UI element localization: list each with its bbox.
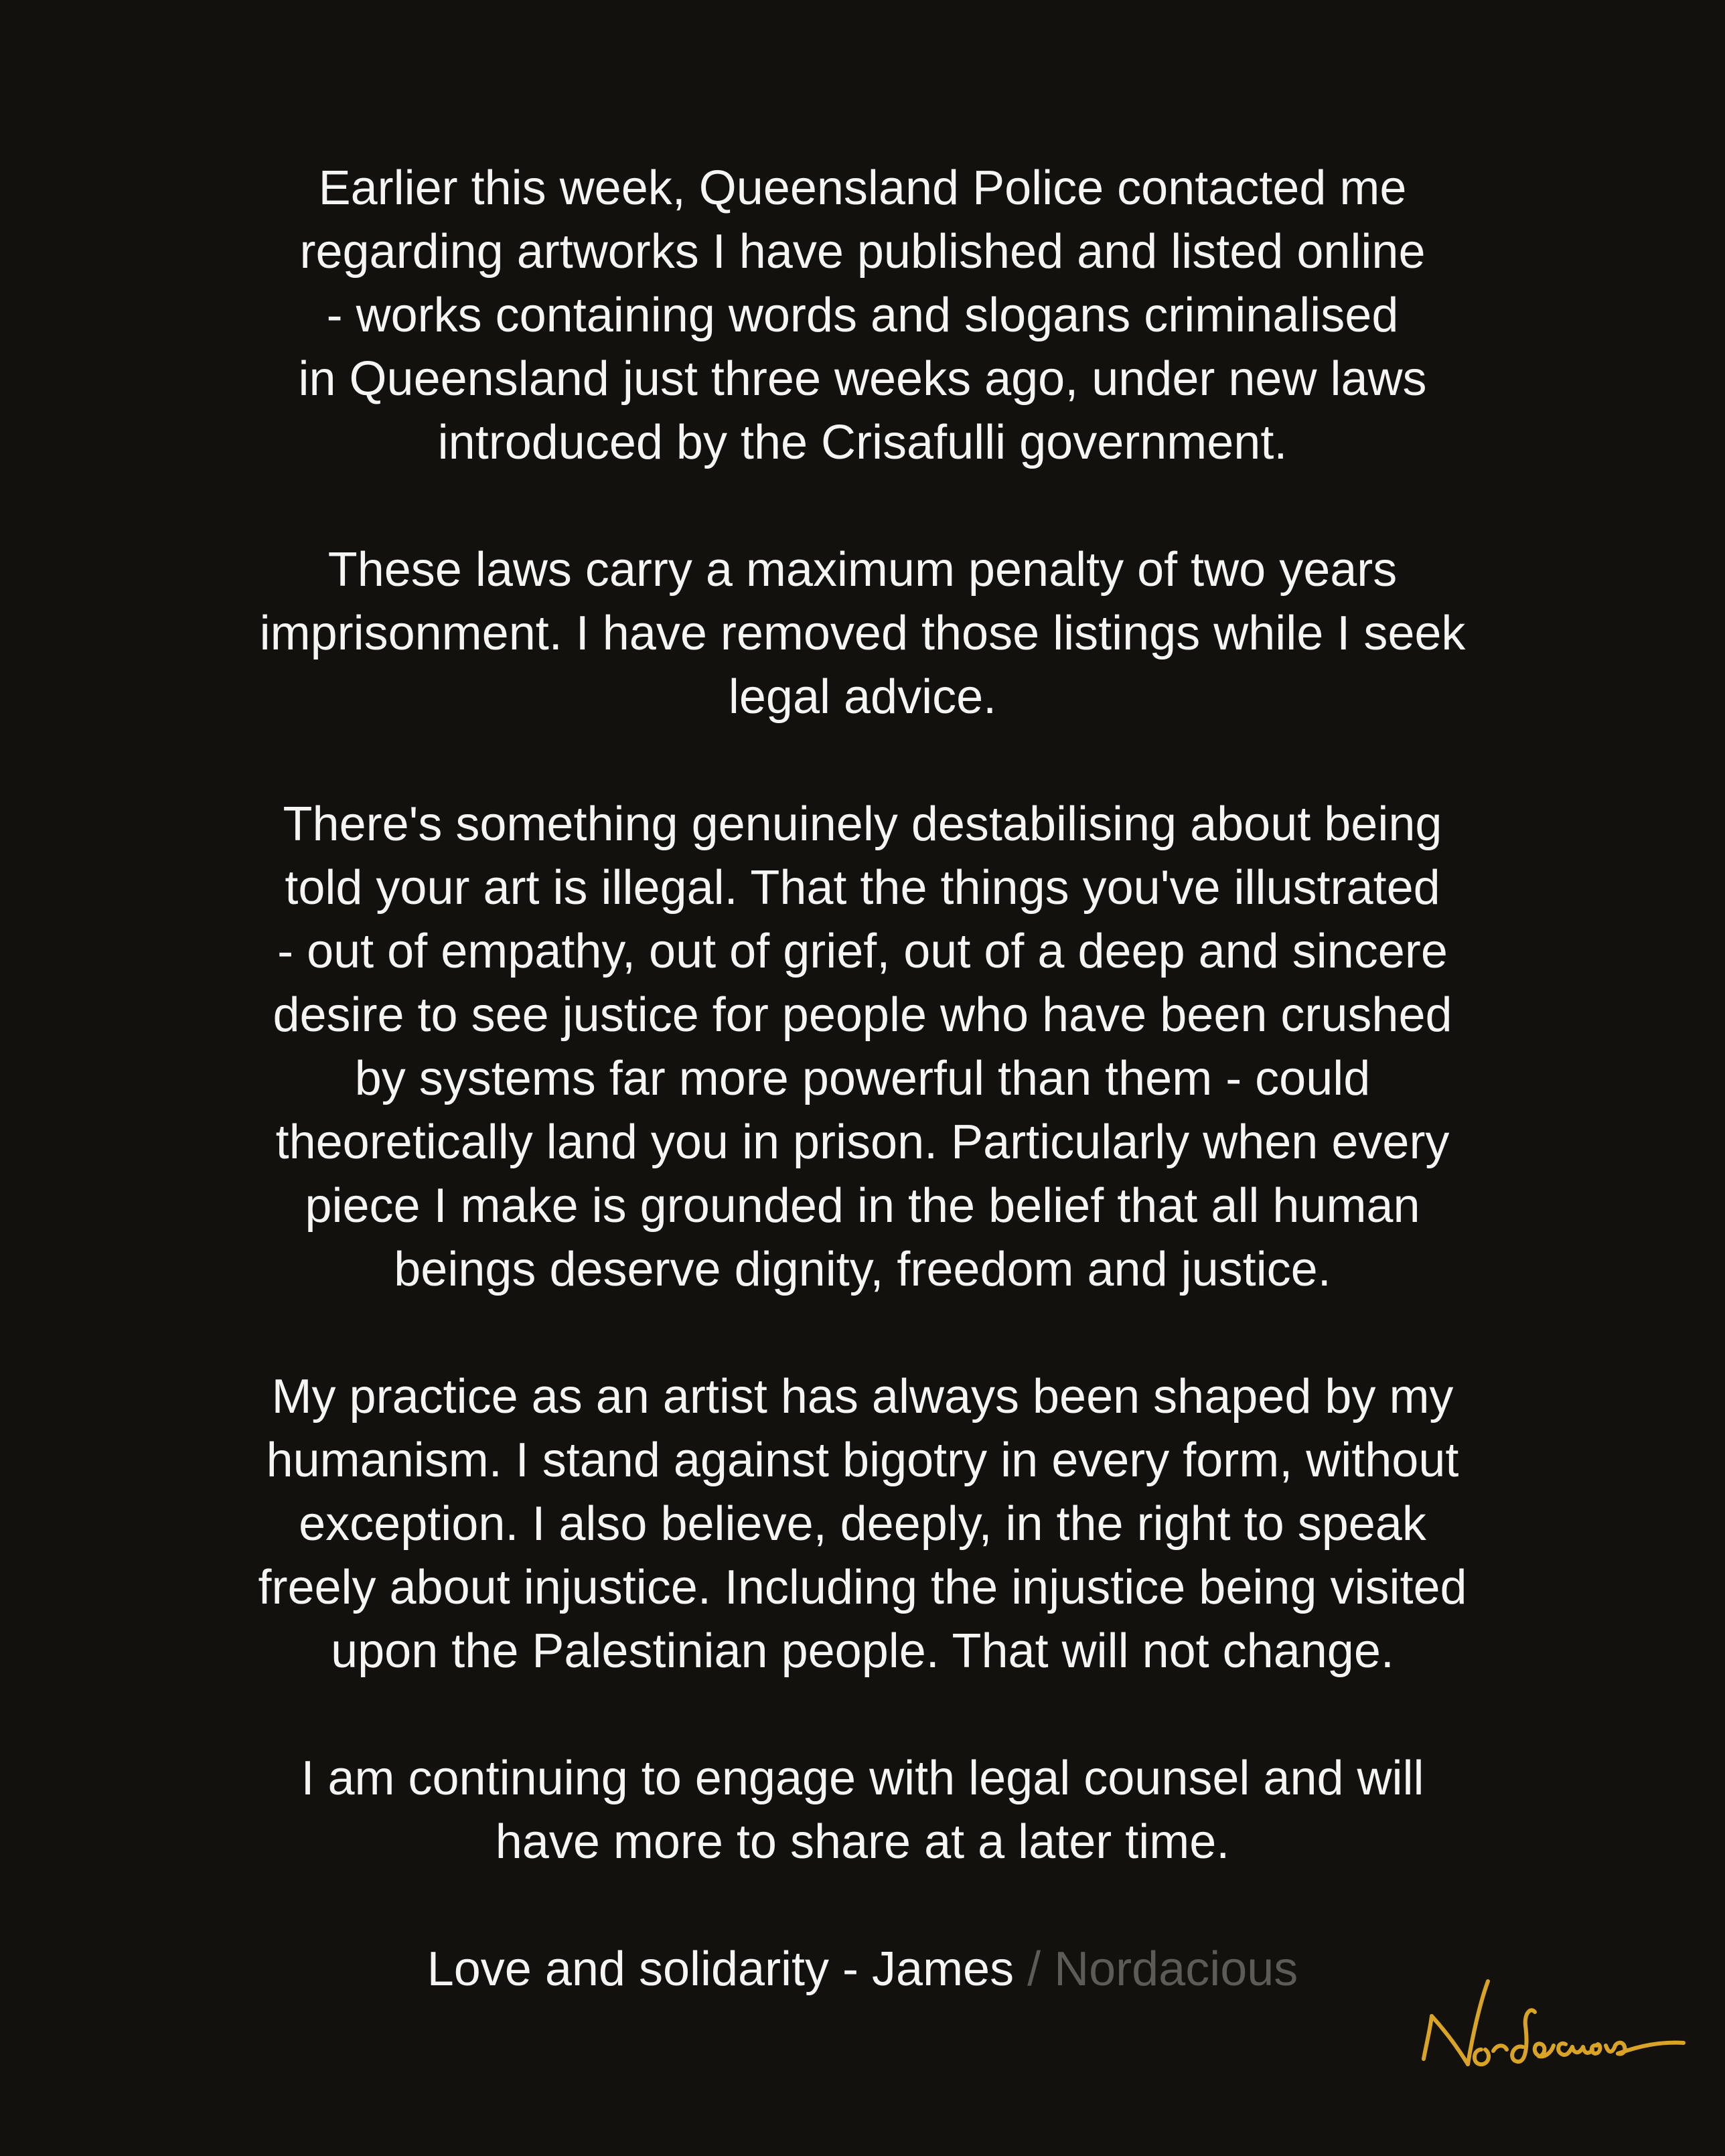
paragraph-police-contact <box>0 157 1725 475</box>
paragraph-line: imprisonment. I have removed those listings while I seek <box>259 607 1466 660</box>
paragraph-line: I am continuing to engage with legal counsel and will <box>301 1752 1424 1805</box>
nordacious-signature-logo <box>1413 1972 1694 2106</box>
paragraph-penalty <box>0 538 1725 729</box>
paragraph-line: legal advice. <box>728 670 997 724</box>
paragraph-line: by systems far more powerful than them - could <box>354 1052 1371 1105</box>
signoff-text: Love and solidarity - James <box>427 1942 1015 1996</box>
paragraph-line: have more to share at a later time. <box>495 1815 1230 1869</box>
signoff-handle: / Nordacious <box>1014 1942 1298 1996</box>
paragraph-line: Earlier this week, Queensland Police contacted me <box>318 161 1407 215</box>
paragraph-line: upon the Palestinian people. That will not change. <box>331 1624 1394 1678</box>
paragraph-line: There's something genuinely destabilising about being <box>283 797 1442 851</box>
paragraph-line: theoretically land you in prison. Particularly when every <box>275 1115 1450 1169</box>
paragraph-line: My practice as an artist has always been shaped by my <box>271 1370 1454 1423</box>
paragraph-line: - works containing words and slogans criminalised <box>326 289 1399 342</box>
paragraph-line: desire to see justice for people who have been crushed <box>273 988 1452 1042</box>
paragraph-line: humanism. I stand against bigotry in every form, without <box>266 1434 1459 1487</box>
paragraph-line: introduced by the Crisafulli government. <box>437 416 1288 469</box>
paragraph-line: beings deserve dignity, freedom and justice. <box>394 1243 1331 1296</box>
paragraph-line: exception. I also believe, deeply, in the right to speak <box>299 1497 1426 1551</box>
paragraph-line: - out of empathy, out of grief, out of a deep and sincere <box>277 925 1448 978</box>
paragraph-legal-counsel <box>0 1747 1725 1874</box>
paragraph-line: in Queensland just three weeks ago, under new laws <box>298 352 1427 406</box>
paragraph-destabilising <box>0 793 1725 1302</box>
paragraph-practice <box>0 1365 1725 1683</box>
paragraph-line: regarding artworks I have published and listed online <box>299 225 1426 279</box>
paragraph-line: piece I make is grounded in the belief that all human <box>305 1179 1420 1233</box>
paragraph-line: freely about injustice. Including the injustice being visited <box>258 1561 1467 1614</box>
paragraph-line: These laws carry a maximum penalty of two years <box>327 543 1398 597</box>
paragraph-line: told your art is illegal. That the things you've illustrated <box>285 861 1440 915</box>
statement <box>0 157 1725 2001</box>
